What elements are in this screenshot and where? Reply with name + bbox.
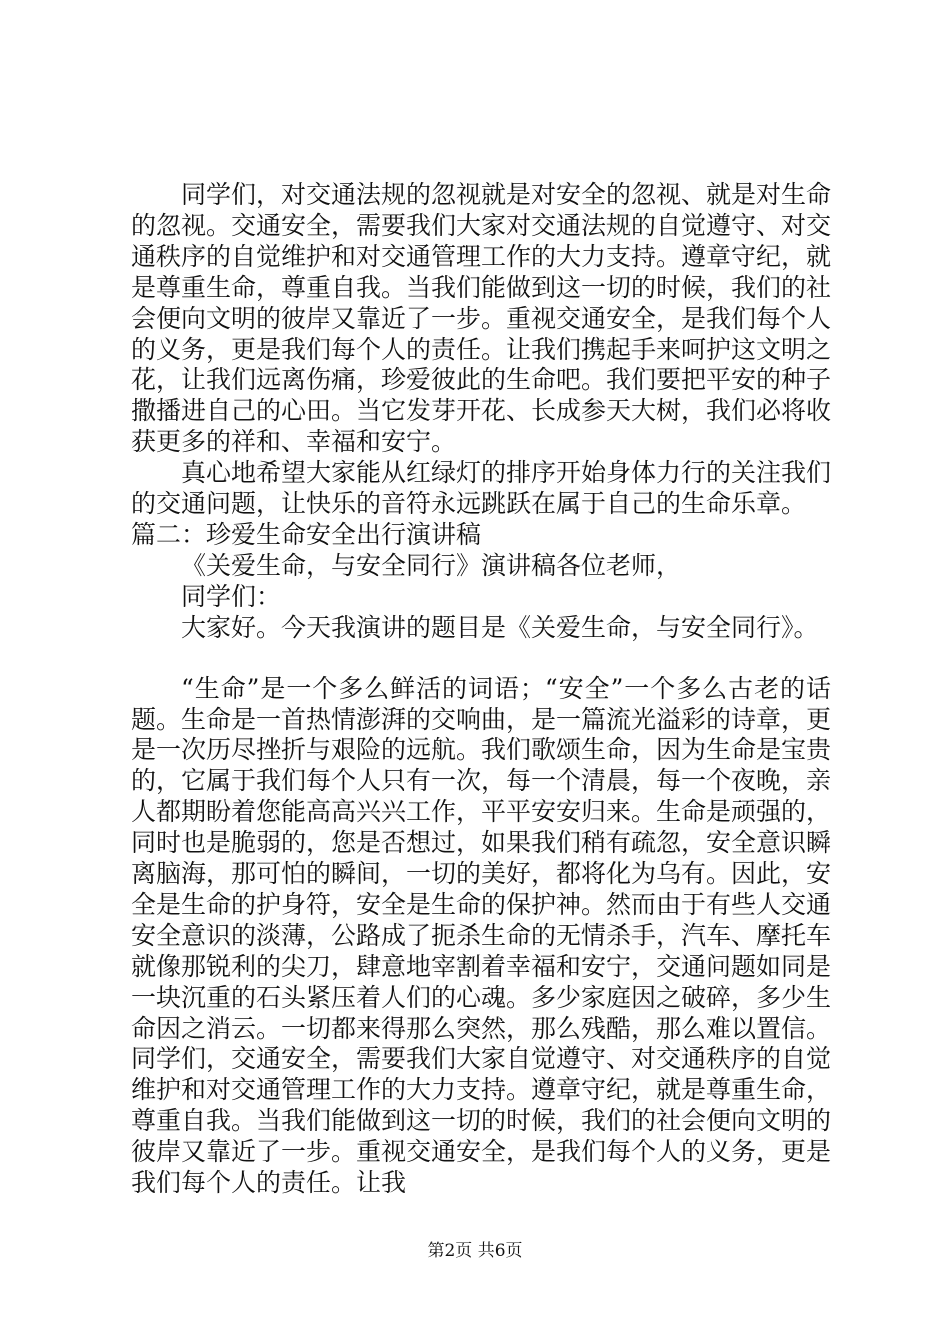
document-body xyxy=(131,180,831,1199)
section-heading: 篇二：珍爱生命安全出行演讲稿 xyxy=(131,519,482,549)
page-number-footer: 第2页 共6页 xyxy=(427,1241,523,1261)
speech-title-line: 《关爱生命，与安全同行》演讲稿各位老师， xyxy=(181,550,682,580)
paragraph-life-safety: “生命”是一个多么鲜活的词语；“安全”一个多么古老的话题。生命是一首热情澎湃的交响曲，是一篇流光溢彩的诗章，更是一次历尽挫折与艰险的远航。我们歌颂生命，因为生命是宝贵的，它属于我们每个人只有一次，每一个清晨，每一个夜晚，亲人都期盼着您能高高兴兴工作，平平安安归来。生命是顽强的，同时也是脆弱的，您是否想过，如果我们稍有疏忽，安全意识瞬离脑海，那可怕的瞬间，一切的美好，都将化为乌有。因此，安全是生命的护身符，安全是生命的保护神。然而由于有些人交通安全意识的淡薄，公路成了扼杀生命的无情杀手，汽车、摩托车就像那锐利的尖刀，肆意地宰割着幸福和安宁，交通问题如同是一块沉重的石头紧压着人们的心魂。多少家庭因之破碎，多少生命因之消云。一切都来得那么突然，那么残酷，那么难以置信。同学们，交通安全，需要我们大家自觉遵守、对交通秩序的自觉维护和对交通管理工作的大力支持。遵章守纪，就是尊重生命，尊重自我。当我们能做到这一切的时候，我们的社会便向文明的彼岸又靠近了一步。重视交通安全，是我们每个人的义务，更是我们每个人的责任。让我 xyxy=(131,673,832,1198)
salutation: 同学们： xyxy=(181,581,282,611)
greeting-line: 大家好。今天我演讲的题目是《关爱生命，与安全同行》。 xyxy=(181,612,819,642)
paragraph-traffic-laws: 同学们，对交通法规的忽视就是对安全的忽视、就是对生命的忽视。交通安全，需要我们大家对交通法规的自觉遵守、对交通秩序的自觉维护和对交通管理工作的大力支持。遵章守纪，就是尊重生命，尊重自我。当我们能做到这一切的时候，我们的社会便向文明的彼岸又靠近了一步。重视交通安全，是我们每个人的义务，更是我们每个人的责任。让我们携起手来呵护这文明之花，让我们远离伤痛，珍爱彼此的生命吧。我们要把平安的种子撒播进自己的心田。当它发芽开花、长成参天大树，我们必将收获更多的祥和、幸福和安宁。 xyxy=(131,180,832,457)
paragraph-hope: 真心地希望大家能从红绿灯的排序开始身体力行的关注我们的交通问题，让快乐的音符永远跳跃在属于自己的生命乐章。 xyxy=(131,458,832,519)
